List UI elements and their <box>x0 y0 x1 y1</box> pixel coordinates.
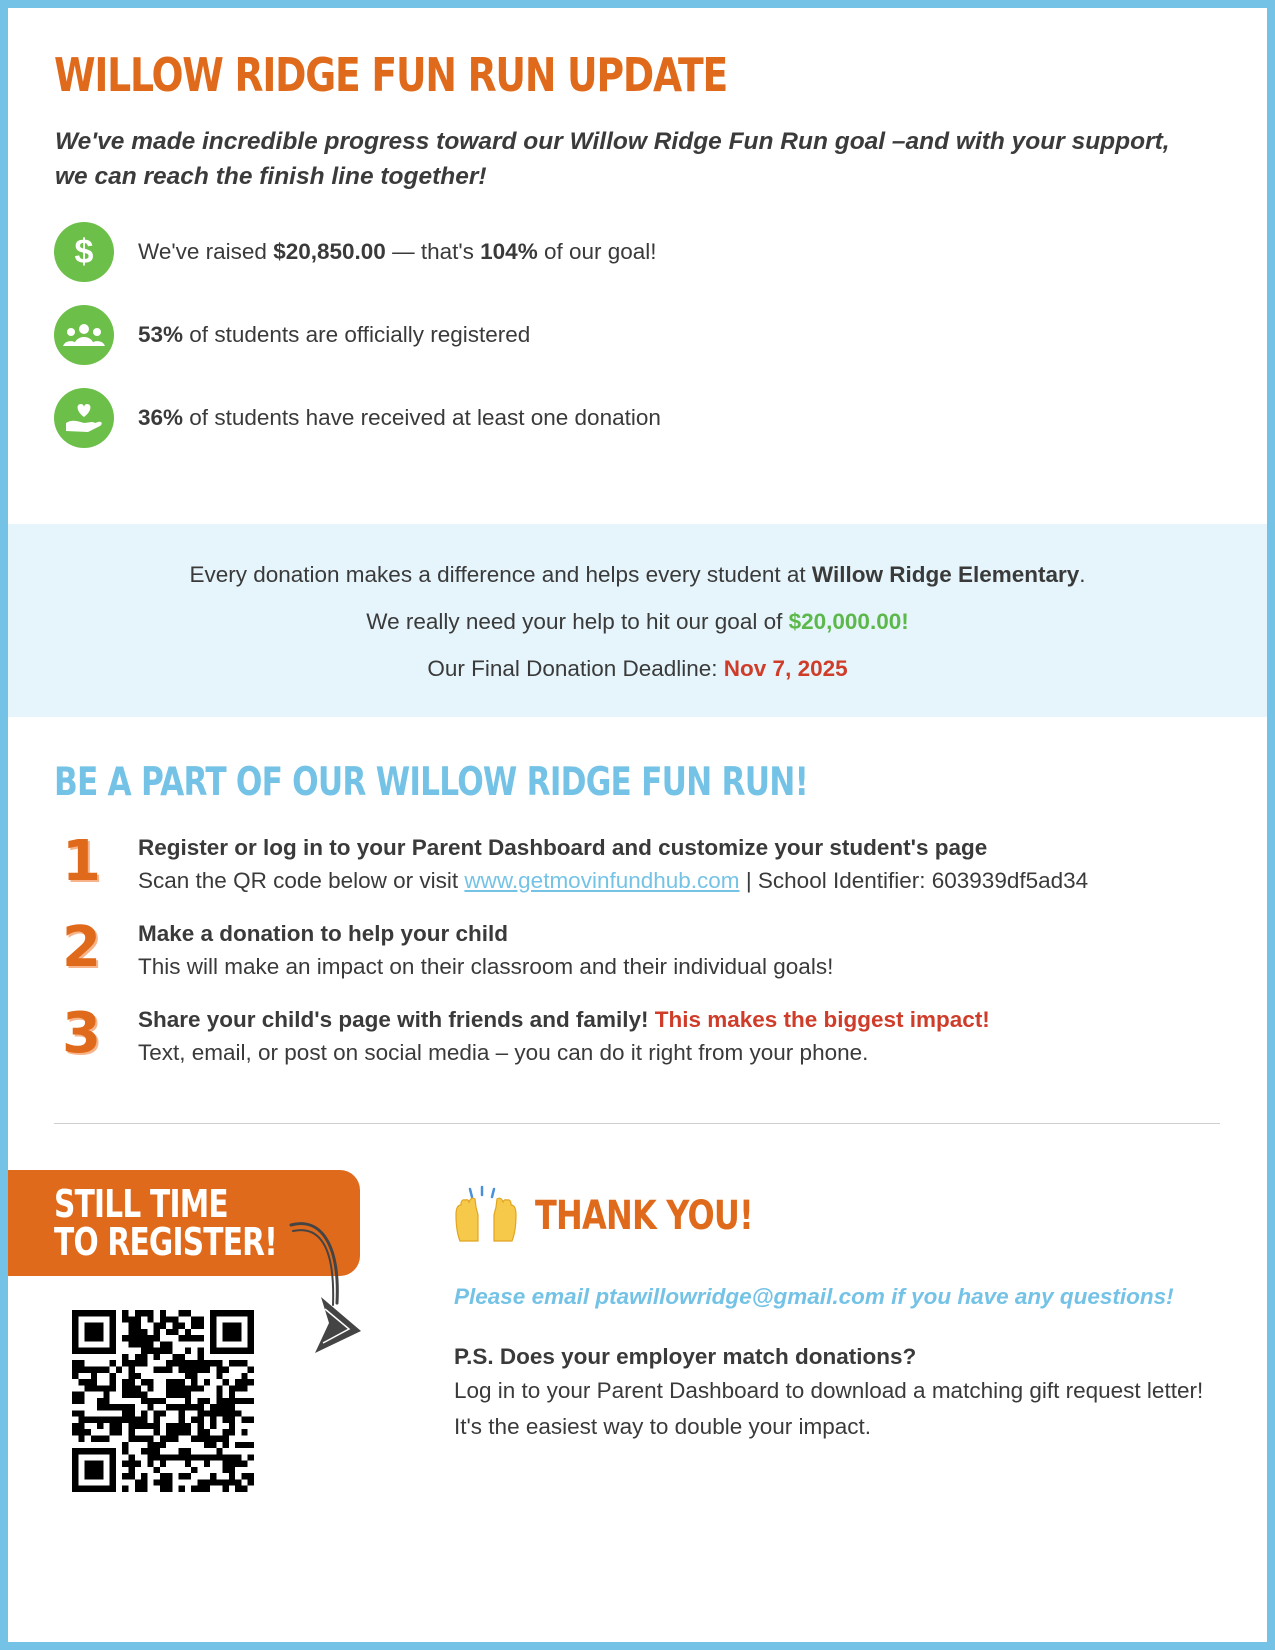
registration-qr-code[interactable] <box>72 1310 254 1492</box>
step-3-highlight: This makes the biggest impact! <box>654 1007 990 1032</box>
page-title: WILLOW RIDGE FUN RUN UPDATE <box>54 48 728 102</box>
heart-hand-icon <box>54 388 114 448</box>
goal-banner <box>8 524 1267 717</box>
step-number-2: 2 <box>62 915 101 980</box>
step-2-title: Make a donation to help your child <box>138 921 509 946</box>
fundhub-link[interactable]: www.getmovinfundhub.com <box>464 868 740 893</box>
contact-email-line[interactable]: Please email ptawillowridge@gmail.com if you have any questions! <box>454 1284 1174 1309</box>
step-number-1: 1 <box>62 829 101 894</box>
step-1-desc: Scan the QR code below or visit www.getmovinfundhub.com | School Identifier: 603939df5ad34 <box>138 868 1089 893</box>
raised-hands-icon <box>452 1185 520 1247</box>
section-divider <box>54 1123 1220 1124</box>
stat-raised <box>54 222 954 282</box>
ribbon-line-1: STILL TIME <box>54 1182 228 1226</box>
dollar-icon: $ <box>54 222 114 282</box>
goal-amount: $20,000.00! <box>788 609 909 634</box>
stat-raised-text: We've raised $20,850.00 — that's 104% of our goal! <box>138 239 657 264</box>
curved-arrow-icon <box>285 1213 365 1363</box>
step-3 <box>54 1001 1234 1077</box>
step-1-title: Register or log in to your Parent Dashboard and customize your student's page <box>138 835 988 860</box>
step-3-title: Share your child's page with friends and family! This makes the biggest impact! <box>138 1007 990 1032</box>
banner-line-2: We really need your help to hit our goal of $20,000.00! <box>366 609 909 634</box>
step-2 <box>54 915 1234 991</box>
banner-line-3: Our Final Donation Deadline: Nov 7, 2025 <box>427 656 848 681</box>
thank-you-heading <box>452 1185 753 1252</box>
stat-donation <box>54 388 954 448</box>
deadline-date: Nov 7, 2025 <box>723 656 848 681</box>
stat-registered-text: 53% of students are officially registered <box>138 322 531 347</box>
intro-text: We've made incredible progress toward our Willow Ridge Fun Run goal –and with your support, we can reach the finish line together! <box>55 128 1170 190</box>
ribbon-line-2: TO REGISTER! <box>54 1220 277 1264</box>
banner-line-1: Every donation makes a difference and helps every student at Willow Ridge Elementary. <box>189 562 1086 587</box>
stat-registered <box>54 305 954 365</box>
thank-you-text: THANK YOU! <box>535 1193 753 1239</box>
ps-heading: P.S. Does your employer match donations? <box>454 1344 917 1369</box>
step-number-3: 3 <box>62 1001 101 1066</box>
step-2-desc: This will make an impact on their classroom and their individual goals! <box>138 954 834 979</box>
stat-donation-text: 36% of students have received at least one donation <box>138 405 661 430</box>
step-1 <box>54 829 1234 905</box>
steps-heading: BE A PART OF OUR WILLOW RIDGE FUN RUN! <box>54 760 809 805</box>
step-3-desc: Text, email, or post on social media – you can do it right from your phone. <box>138 1040 869 1065</box>
students-group-icon <box>54 305 114 365</box>
ps-body: Log in to your Parent Dashboard to download a matching gift request letter! It's the easiest way to double your impact. <box>454 1378 1204 1439</box>
